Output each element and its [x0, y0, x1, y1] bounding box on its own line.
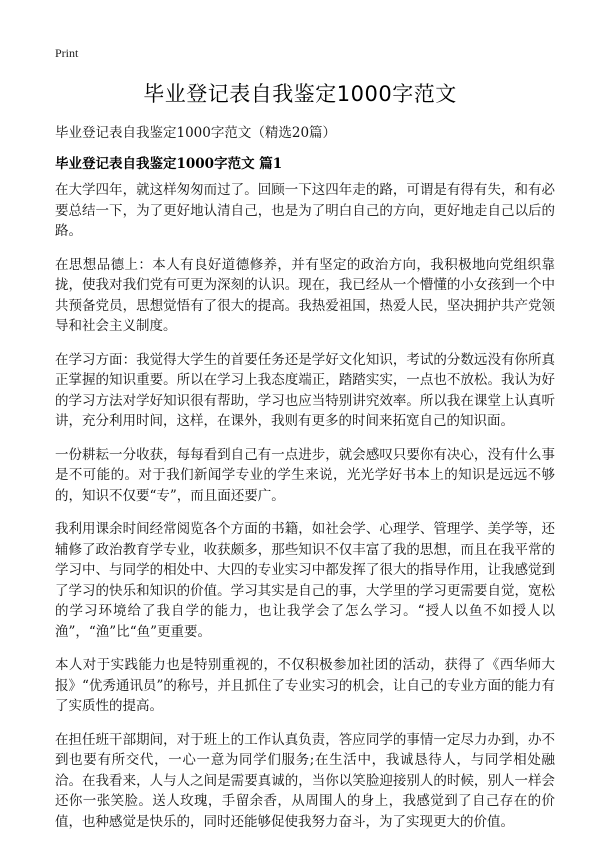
print-label: Print	[55, 46, 79, 60]
document-subtitle: 毕业登记表自我鉴定1000字范文（精选20篇）	[55, 125, 337, 141]
paragraph: 在大学四年，就这样匆匆而过了。回顾一下这四年走的路，可谓是有得有失，和有必要总结一下，为了更好地认清自己，也是为了明白自己的方向，更好地走自己以后的路。	[55, 182, 555, 239]
document-title: 毕业登记表自我鉴定1000字范文	[143, 82, 457, 106]
section-heading: 毕业登记表自我鉴定1000字范文 篇1	[55, 156, 283, 172]
paragraph: 一份耕耘一分收获，每每看到自己有一点进步，就会感叹只要你有决心，没有什么事是不可能的。对于我们新闻学专业的学生来说，光光学好书本上的知识是远远不够的，知识不仅要“专”，而且面还要广。	[55, 446, 555, 504]
paragraph: 在担任班干部期间，对于班上的工作认真负责，答应同学的事情一定尽力办到，办不到也要有所交代，一心一意为同学们服务;在生活中，我诚恳待人，与同学相处融洽。在我看来，人与人之间是需要真诚的，当你以笑脸迎接别人的时候，别人一样会还你一张笑脸。送人玫瑰，手留余香，从周围人的身上，我感觉到了自己存在的价值，也种感觉是快乐的，同时还能够促使我努力奋斗，为了实现更大的价值。	[55, 731, 555, 830]
paragraph: 我利用课余时间经常阅览各个方面的书籍，如社会学、心理学、管理学、美学等，还辅修了政治教育学专业，收获颇多，那些知识不仅丰富了我的思想，而且在我平常的学习中、与同学的相处中、大四的专业实习中都发挥了很大的指导作用，让我感觉到了学习的快乐和知识的价值。学习其实是自己的事，大学里的学习更需要自觉，宽松的学习环境给了我自学的能力，也让我学会了怎么学习。“授人以鱼不如授人以渔”，“渔”比“鱼”更重要。	[55, 521, 555, 640]
paragraph: 在思想品德上：本人有良好道德修养，并有坚定的政治方向，我积极地向党组织靠拢，使我对我们党有可更为深刻的认识。现在，我已经从一个懵懂的小女孩到一个中共预备党员，思想觉悟有了很大的提高。我热爱祖国，热爱人民，坚决拥护共产党领导和社会主义制度。	[55, 256, 555, 334]
paragraph: 在学习方面：我觉得大学生的首要任务还是学好文化知识，考试的分数远没有你所真正掌握的知识重要。所以在学习上我态度端正，踏踏实实，一点也不放松。我认为好的学习方法对学好知识很有帮助，学习也应当特别讲究效率。所以我在课堂上认真听讲，充分利用时间，这样，在课外，我则有更多的时间来拓宽自己的知识面。	[55, 351, 555, 429]
paragraph: 本人对于实践能力也是特别重视的，不仅积极参加社团的活动，获得了《西华师大报》“优秀通讯员”的称号，并且抓住了专业实习的机会，让自己的专业方面的能力有了实质性的提高。	[55, 657, 555, 714]
document-body	[55, 180, 555, 845]
